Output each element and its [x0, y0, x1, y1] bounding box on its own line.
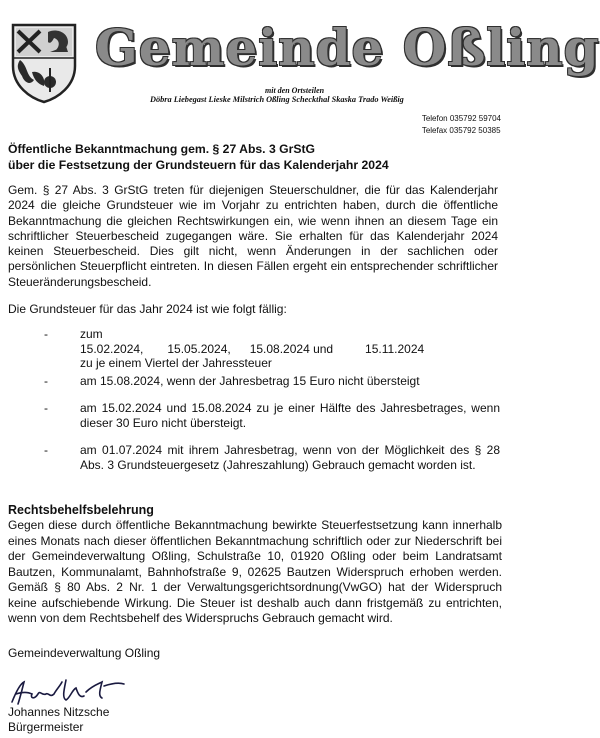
list-dash: - — [44, 401, 48, 415]
coat-of-arms-icon — [10, 22, 78, 104]
notice-heading — [8, 141, 508, 173]
fax-number: Telefax 035792 50385 — [421, 126, 501, 135]
legal-remedy-text: Gegen diese durch öffentliche Bekanntmachung bewirkte Steuerfestsetzung kann innerhalb eines Monats nach dieser öffentlichen Bekanntmachung schriftlich oder zur Niederschrift bei der Gemeindeverwaltung Oßling, Schulstraße 10, 01920 Oßling oder beim Landratsamt Bautzen, Kommunalamt, Bahnhofstraße 9, 02625 Bautzen Widerspruch erhoben werden. Gemäß § 80 Abs. 2 Nr. 1 der Verwaltungsgerichtsordnung(VwGO) hat der Widerspruch keine aufschiebende Wirkung. Die Steuer ist deshalb auch dann fristgemäß zu entrichten, wenn von dem Rechtsbehelf des Widerspruchs Gebrauch gemacht wird. — [8, 518, 502, 625]
due-date: 15.08.2024 und — [249, 341, 334, 356]
list-item-text: am 15.08.2024, wenn der Jahresbetrag 15 Euro nicht übersteigt — [80, 374, 420, 388]
due-date: 15.11.2024 — [365, 341, 425, 356]
due-date: zum 15.02.2024, — [80, 327, 144, 356]
list-dash: - — [44, 327, 48, 341]
legal-remedy-title: Rechtsbehelfsbelehrung — [8, 503, 154, 517]
intro-paragraph: Gem. § 27 Abs. 3 GrStG treten für diejenigen Steuerschuldner, die für das Kalenderjahr 2024 die gleiche Grundsteuer wie im Vorjahr zu entrichten haben, durch die öffentliche Bekanntmachung die gleichen Rechtswirkungen ein, wie wenn ihnen an diesem Tage ein schriftlicher Steuerbescheid zugegangen wäre. Sie erhalten für das Kalenderjahr 2024 keinen Steuerbescheid. Dies gilt nicht, wenn Änderungen in der sachlichen oder persönlichen Steuerpflicht eintreten. In diesen Fällen ergeht ein entsprechender schriftlicher Steueränderungsbescheid. — [8, 183, 498, 289]
town-subtitle: mit den Ortsteilen — [265, 86, 325, 95]
signer-name: Johannes Nitzsche — [8, 705, 110, 719]
list-dash: - — [44, 443, 48, 457]
heading-line-2: über die Festsetzung der Grundsteuern für das Kalenderjahr 2024 — [8, 158, 389, 172]
due-intro-paragraph: Die Grundsteuer für das Jahr 2024 ist wie folgt fällig: — [8, 302, 287, 316]
heading-line-1: Öffentliche Bekanntmachung gem. § 27 Abs. 3 GrStG — [8, 142, 316, 156]
due-date: 15.05.2024, — [167, 341, 231, 356]
list-item-text: am 01.07.2024 mit ihrem Jahresbetrag, wenn von der Möglichkeit des § 28 Abs. 3 Grundsteuergesetz (Jahreszahlung) Gebrauch gemacht worden ist. — [80, 443, 500, 472]
list-item-text: am 15.02.2024 und 15.08.2024 zu je einer Hälfte des Jahresbetrages, wenn dieser 30 Euro nicht übersteigt. — [80, 401, 500, 430]
signer-title: Bürgermeister — [8, 720, 84, 734]
contact-block — [422, 113, 501, 137]
quarterly-note: zu je einem Viertel der Jahressteuer — [80, 356, 272, 370]
list-dash: - — [44, 374, 48, 388]
sender-line: Gemeindeverwaltung Oßling — [8, 646, 161, 660]
phone-number: Telefon 035792 59704 — [421, 114, 501, 123]
quarterly-dates — [80, 327, 500, 356]
district-list: Döbra Liebegast Lieske Milstrich Oßling Scheckthal Skaska Trado Weißig — [150, 95, 404, 104]
town-title: Gemeinde Oßling — [95, 18, 600, 77]
